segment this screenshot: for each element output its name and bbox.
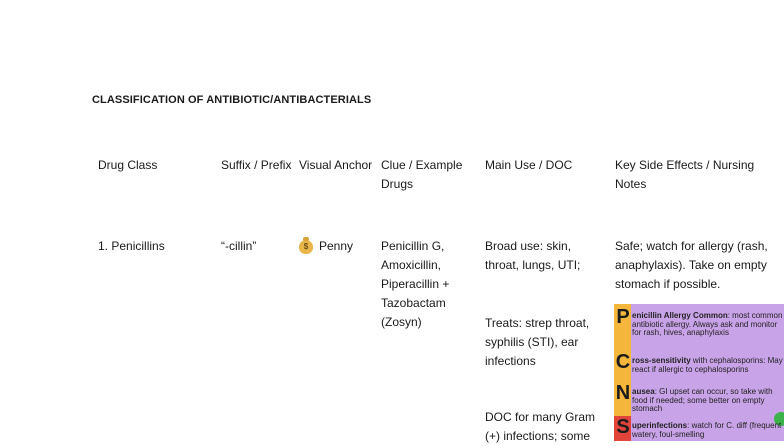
cell-drug-class: 1. Penicillins xyxy=(98,239,165,253)
header-suffix: Suffix / Prefix xyxy=(221,158,292,172)
cell-visual-anchor xyxy=(299,237,377,256)
cell-clue: Penicillin G, Amoxicillin, Piperacillin + Tazobactam (Zosyn) xyxy=(381,239,450,329)
cell-suffix: “-cillin” xyxy=(221,239,257,253)
mnemonic-letter: S xyxy=(616,416,630,438)
mnemonic-text: enicillin Allergy Common: most common antibiotic allergy. Always ask and monitor for rash, hives, anaphylaxis xyxy=(632,311,783,338)
header-clue: Clue / Example Drugs xyxy=(381,158,463,191)
visual-anchor-label: Penny xyxy=(319,239,354,253)
cell-main-use-3: DOC for many Gram (+) infections; some xyxy=(485,410,596,443)
mnemonic-text: ausea: GI upset can occur, so take with food if needed; some better on empty stomach xyxy=(632,387,773,414)
pcns-mnemonic-card xyxy=(614,304,784,441)
mnemonic-letter: P xyxy=(616,306,630,328)
mnemonic-text: uperinfections: watch for C. diff (frequent watery, foul-smelling xyxy=(632,421,782,439)
header-main-use: Main Use / DOC xyxy=(485,158,573,172)
mnemonic-letter: N xyxy=(615,382,631,404)
cell-side-effects: Safe; watch for allergy (rash, anaphylaxis). Take on empty stomach if possible. xyxy=(615,239,768,291)
header-drug-class: Drug Class xyxy=(98,158,158,172)
cell-main-use-2: Treats: strep throat, syphilis (STI), ear infections xyxy=(485,316,590,368)
mnemonic-letter: C xyxy=(615,351,631,373)
cell-main-use-1: Broad use: skin, throat, lungs, UTI; xyxy=(485,239,581,272)
header-side-effects: Key Side Effects / Nursing Notes xyxy=(615,158,755,191)
document-title: CLASSIFICATION OF ANTIBIOTIC/ANTIBACTERIALS xyxy=(92,94,372,106)
money-bag-icon: $ xyxy=(299,240,313,254)
mnemonic-text: ross-sensitivity with cephalosporins: May react if allergic to cephalosporins xyxy=(632,356,783,374)
header-visual-anchor: Visual Anchor xyxy=(299,158,373,172)
